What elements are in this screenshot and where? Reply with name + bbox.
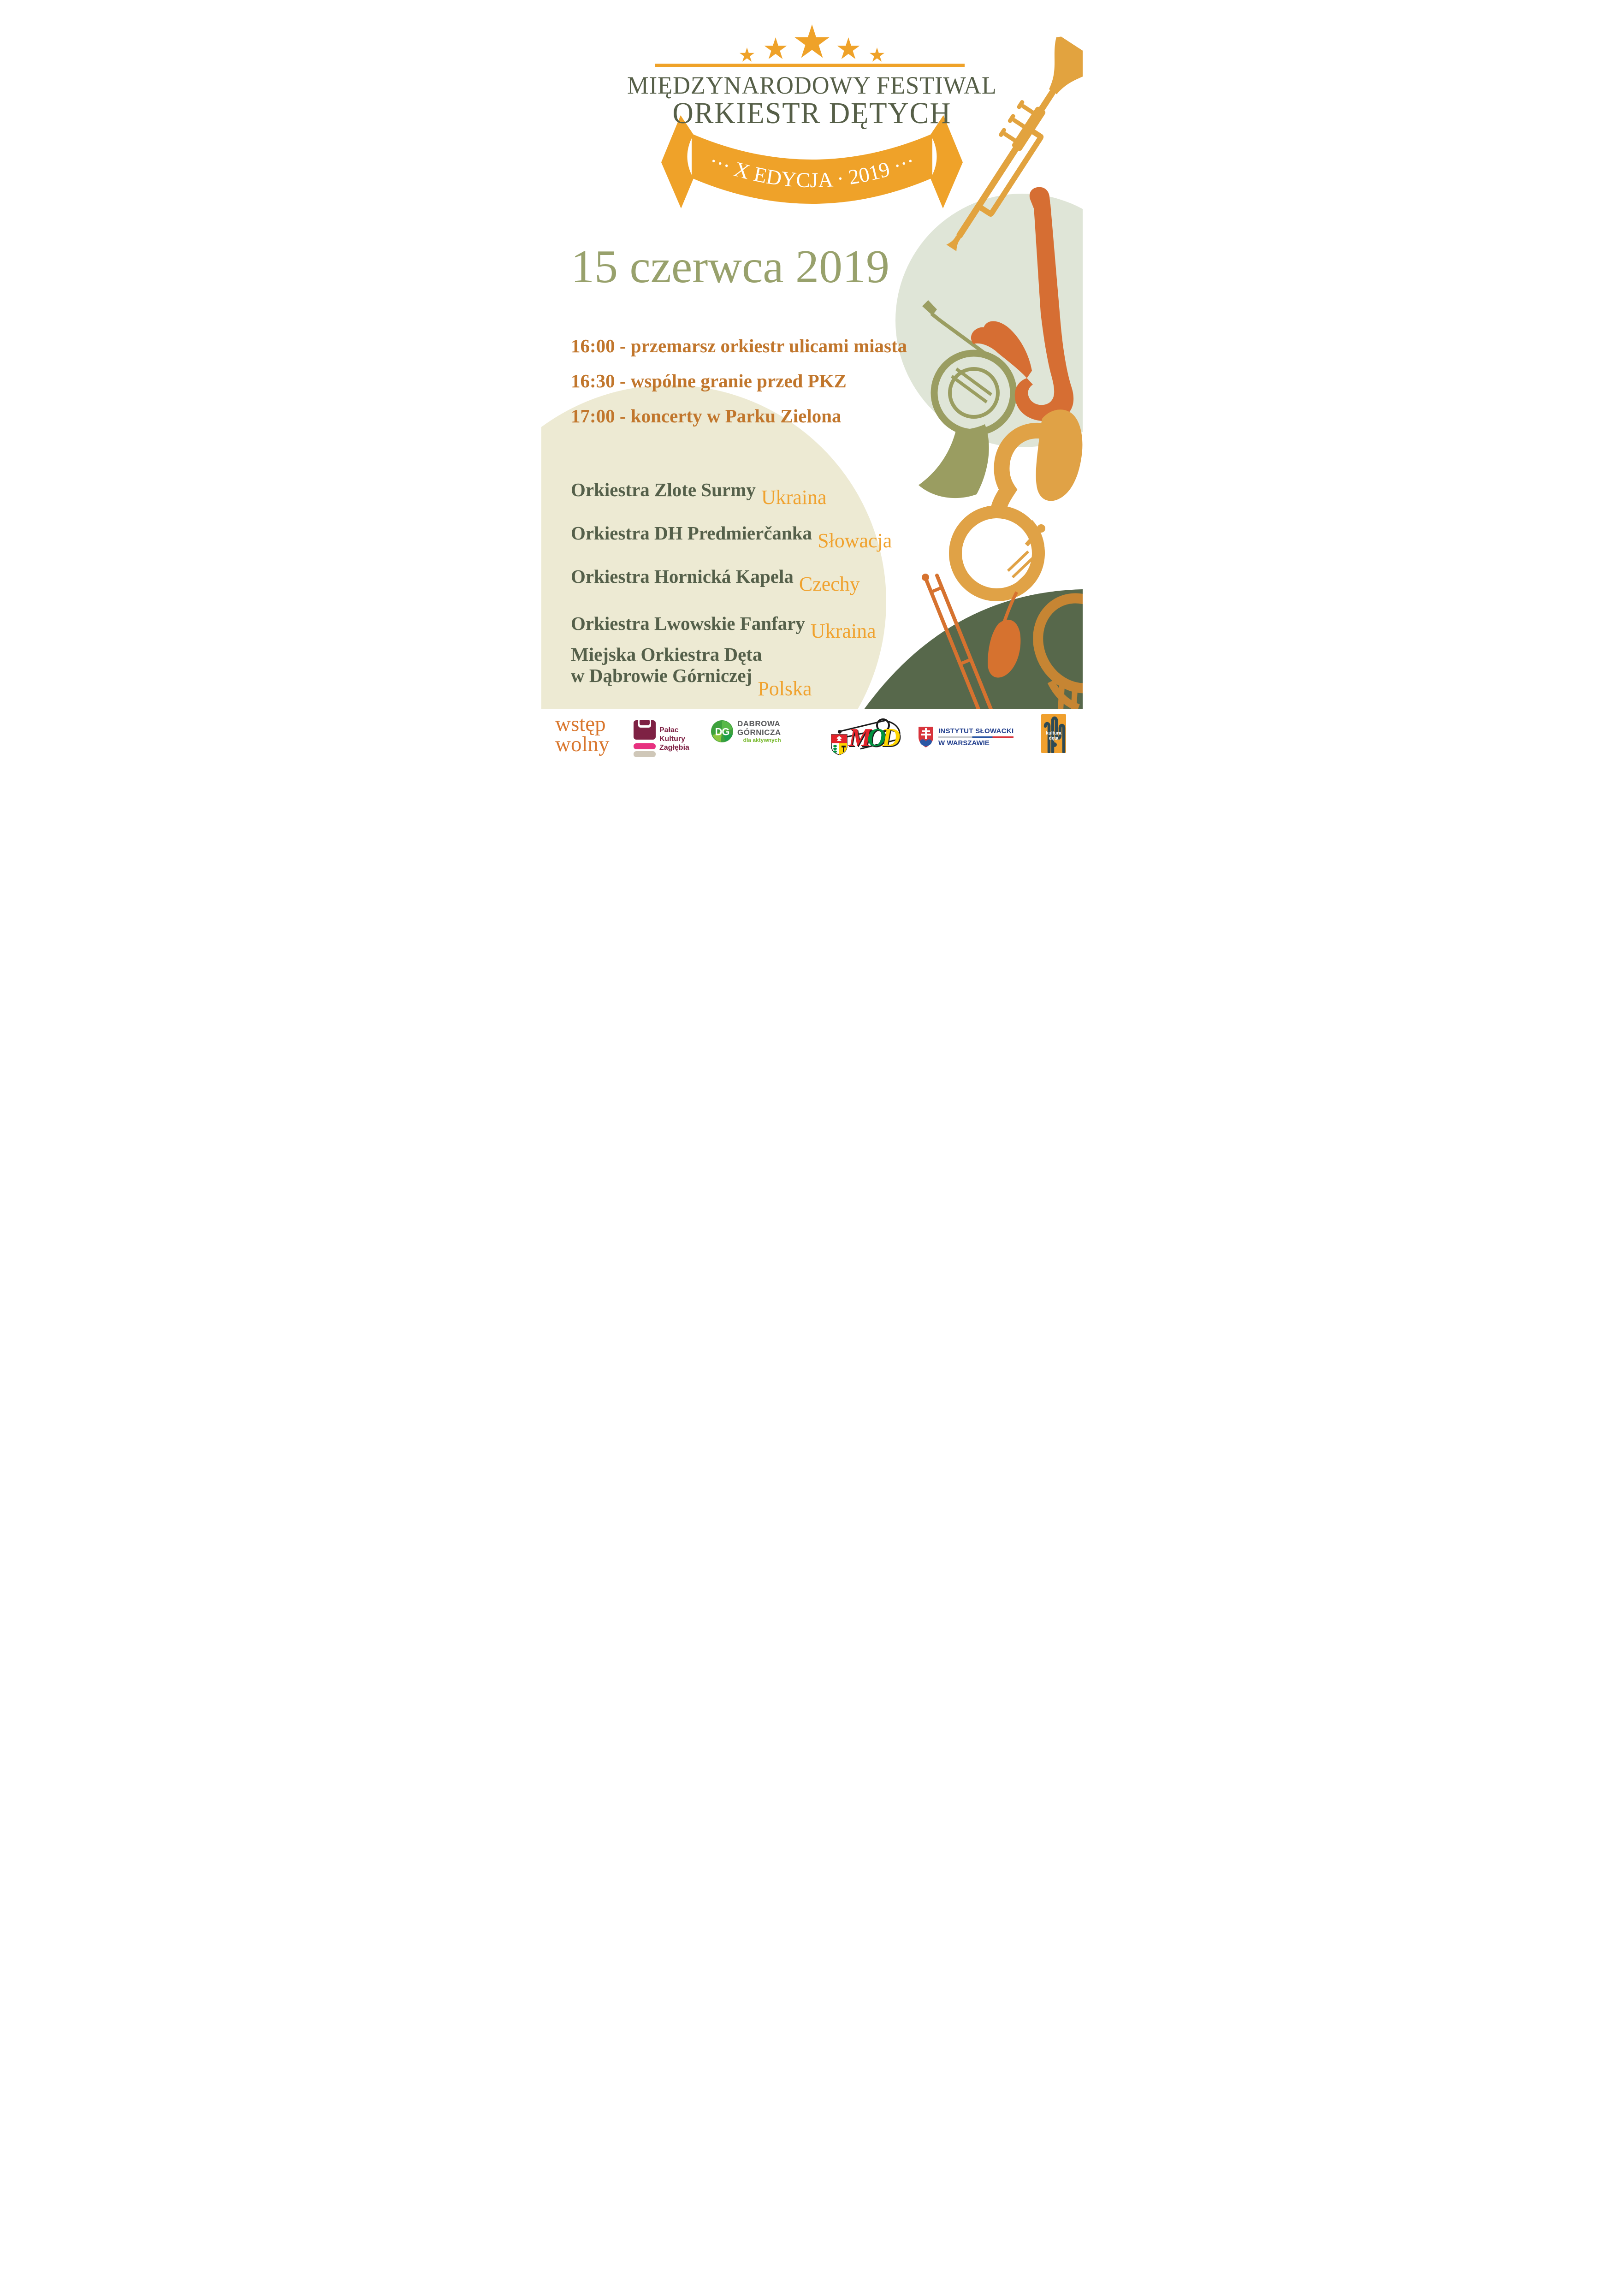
kultura-deta-text: kultura dęta — [1046, 731, 1061, 741]
orchestra-entry — [571, 644, 812, 700]
free-entry-note — [555, 714, 610, 754]
orchestra-entry — [571, 564, 860, 595]
schedule-item: 16:30 - wspólne granie przed PKZ — [571, 370, 847, 391]
free-entry-line1: wstęp — [555, 712, 606, 736]
festival-title-line1: MIĘDZYNARODOWY FESTIWAL — [627, 71, 997, 99]
dabrowa-gornicza-text — [737, 719, 781, 743]
free-entry-line2: wolny — [555, 732, 610, 756]
slovak-line1: INSTYTUT SŁOWACKI — [938, 727, 1014, 735]
orchestra-country: Słowacja — [818, 529, 892, 552]
orchestra-entry — [571, 478, 827, 509]
festival-poster — [541, 0, 1083, 763]
event-date: 15 czerwca 2019 — [571, 241, 889, 293]
palac-line3: Zagłębia — [659, 743, 689, 752]
orchestra-country: Czechy — [799, 573, 860, 595]
schedule-item: 17:00 - koncerty w Parku Zielona — [571, 405, 842, 427]
star-icon — [870, 47, 884, 62]
mod-letter-m: M — [848, 723, 867, 752]
dabrowa-gornicza-logo — [711, 719, 781, 743]
orchestra-name: Orkiestra Lwowskie Fanfary — [571, 613, 805, 634]
star-icon — [837, 37, 859, 59]
star-icon — [740, 47, 754, 62]
dabrowa-gornicza-icon — [711, 720, 733, 742]
orchestra-name-line2: w Dąbrowie Górniczej — [571, 665, 753, 686]
mod-logo — [831, 717, 909, 759]
ribbon-text-path: ··· X EDYCJA · 2019 ··· — [706, 148, 918, 192]
palac-kultury-text — [659, 726, 689, 752]
schedule-item: 16:00 - przemarsz orkiestr ulicami miasta — [571, 335, 907, 356]
schedule — [571, 328, 907, 433]
dg-line2: GÓRNICZA — [737, 728, 781, 737]
orchestra-entry — [571, 521, 892, 552]
sponsor-logos-band — [541, 709, 1083, 763]
slovak-institute-logo — [918, 726, 1014, 748]
dg-monogram: DG — [715, 726, 729, 738]
mod-letters — [848, 723, 896, 753]
festival-title-line2: ORKIESTR DĘTYCH — [672, 96, 952, 130]
orchestra-country: Ukraina — [810, 620, 876, 642]
orchestra-name-line1: Miejska Orkiestra Dęta — [571, 644, 762, 665]
stars-row — [740, 24, 884, 62]
orchestra-name: Orkiestra DH Predmierčanka — [571, 522, 812, 544]
mod-letter-d: D — [882, 723, 896, 752]
orchestra-entry — [571, 611, 876, 642]
mod-letter-o: O — [867, 723, 882, 752]
palac-kultury-logo — [634, 720, 689, 757]
city-coat-of-arms-icon — [831, 734, 848, 755]
slovak-institute-text — [938, 727, 1014, 747]
orchestra-country: Ukraina — [761, 486, 827, 509]
slovak-shield-icon — [918, 726, 934, 748]
palac-line1: Pałac — [659, 726, 679, 734]
title-rule — [655, 64, 965, 67]
orchestra-name: Orkiestra Zlote Surmy — [571, 479, 756, 500]
kultura-deta-logo — [1041, 714, 1066, 753]
star-icon — [764, 37, 787, 59]
palac-line2: Kultury — [659, 735, 685, 743]
orchestra-name: Orkiestra Hornická Kapela — [571, 566, 794, 587]
slovak-divider — [938, 736, 1014, 738]
dg-line1: DABROWA — [737, 719, 781, 728]
star-icon — [794, 24, 830, 58]
orchestra-country: Polska — [758, 677, 812, 700]
slovak-line2: W WARSZAWIE — [938, 739, 990, 747]
palac-kultury-icon — [634, 720, 656, 757]
dg-tagline: dla aktywnych — [743, 737, 781, 743]
